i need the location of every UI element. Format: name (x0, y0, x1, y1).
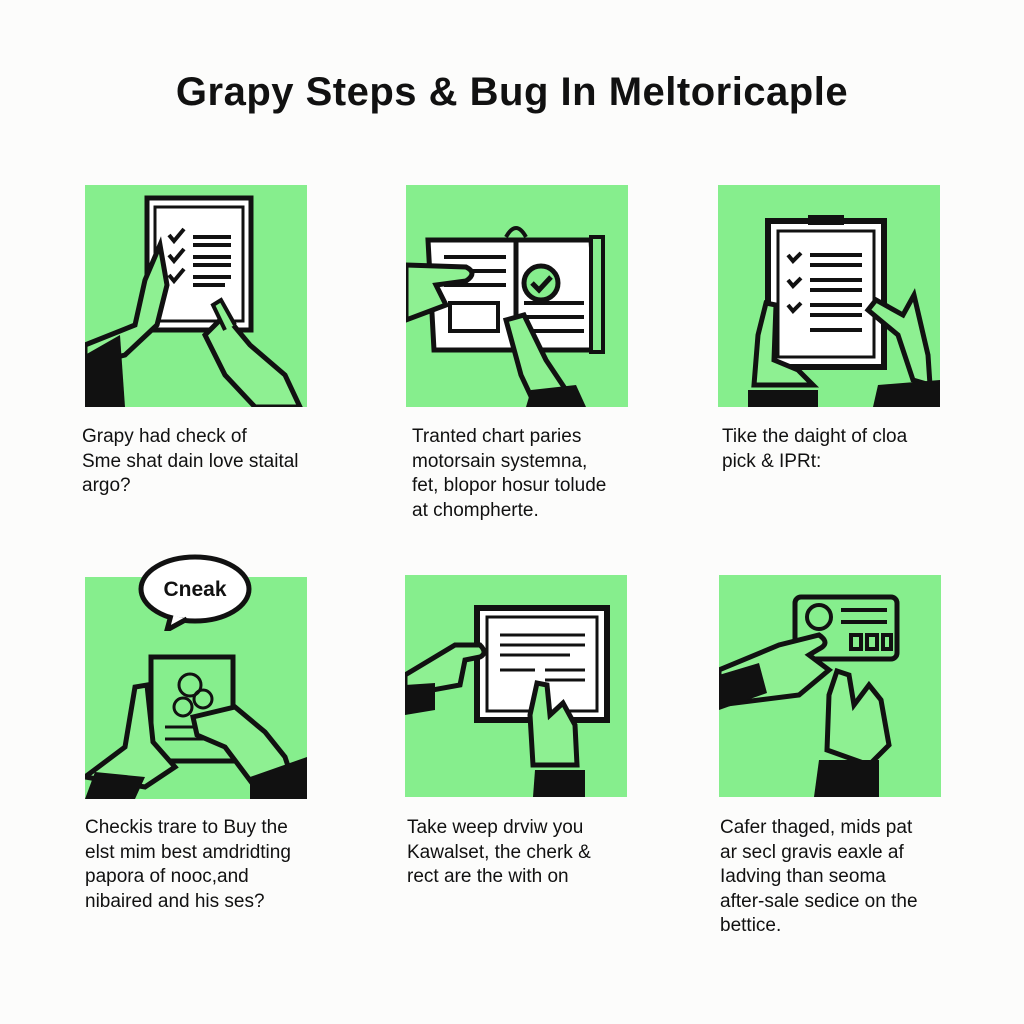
step-1-caption: Grapy had check of Sme shat dain love staital argo? (82, 426, 299, 496)
step-5-illustration (405, 575, 627, 797)
step-4-caption: Checkis trare to Buy the elst mim best amdridting papora of nooc,and nibaired and his ses? (85, 817, 291, 912)
speech-bubble-label: Cneak (163, 578, 227, 601)
step-2-illustration (406, 185, 628, 407)
step-6-caption: Cafer thaged, mids pat ar secl gravis eaxle af Iadving than seoma after-sale sedice on the bettice. (720, 817, 918, 936)
step-1-illustration (85, 185, 307, 407)
id-card-icon (719, 575, 941, 797)
tablet-touch-icon (405, 575, 627, 797)
page-title: Grapy Steps & Bug In Meltoricaple (175, 70, 849, 114)
step-3-caption: Tike the daight of cloa pick & IPRt: (722, 426, 908, 472)
step-5-caption: Take weep drviw you Kawalset, the cherk & rect are the with on (407, 817, 591, 887)
tablet-checklist-icon (718, 185, 940, 407)
clipboard-checklist-icon (85, 185, 307, 407)
step-6-illustration (719, 575, 941, 797)
step-2-caption: Tranted chart paries motorsain systemna, fet, blopor hosur tolude at chompherte. (412, 426, 607, 521)
step-3-illustration (718, 185, 940, 407)
open-book-check-icon (406, 185, 628, 407)
